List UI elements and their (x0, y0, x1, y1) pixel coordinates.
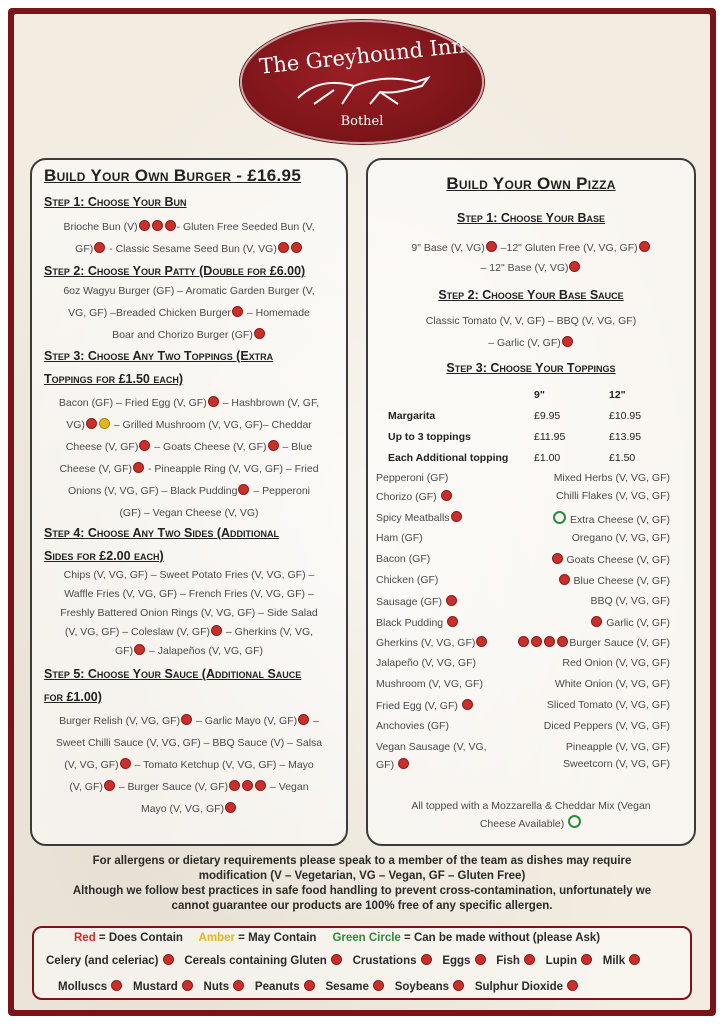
greyhound-inn-logo (240, 20, 484, 144)
burger-step1-title: Step 1: Choose Your Bun (44, 195, 187, 209)
topping-item: Garlic (V, GF) (590, 616, 670, 629)
allergen-icon (278, 242, 289, 253)
allergen-icon (562, 336, 573, 347)
allergen-icon (568, 815, 581, 828)
fish-icon (524, 954, 535, 965)
allergen-icon (86, 418, 97, 429)
topping-item: Extra Cheese (V, GF) (552, 511, 670, 526)
topping-item: Sweetcorn (V, VG, GF) (563, 758, 670, 770)
burger-step5-text: Burger Relish (V, VG, GF) – Garlic Mayo (V, GF) – Sweet Chilli Sauce (V, VG, GF) – BBQ Sauce (V) – Salsa (V, VG, GF) – Tomato Ketchup (V, VG, GF) – Mayo (V, GF) – Burger Sauce (V, GF) – Vegan Mayo (V, VG, GF) (55, 715, 323, 815)
allergen-icon (165, 220, 176, 231)
sulphur-dioxide-icon (567, 980, 578, 991)
burger-step2-text: 6oz Wagyu Burger (GF) – Aromatic Garden Burger (V, VG, GF) –Breaded Chicken Burger – Homemade Boar and Chorizo Burger (GF) (63, 285, 315, 341)
topping-item: Mushroom (V, VG, GF) (376, 678, 483, 690)
burger-step3-text: Bacon (GF) – Fried Egg (V, GF) – Hashbrown (V, GF, VG) – Grilled Mushroom (V, VG, GF)– Cheddar Cheese (V, GF) – Goats Cheese (V, GF) – Blue Cheese (V, GF) - Pineapple Ring (V, VG, GF) – Fried Onions (V, VG, GF) – Black Pudding – Pepperoni (GF) – Vegan Cheese (V, VG) (58, 397, 320, 519)
allergen-icon (99, 418, 110, 429)
pizza-footer-note: All topped with a Mozzarella & Cheddar Mix (Vegan Cheese Available) (411, 800, 651, 830)
topping-item: Blue Cheese (V, GF) (558, 574, 670, 587)
pizza-step1-title: Step 1: Choose Your Base (456, 211, 606, 225)
allergen-icon (104, 780, 115, 791)
pizza-title: Build Your Own Pizza (446, 174, 616, 193)
gluten-icon (331, 954, 342, 965)
allergen-icon (255, 780, 266, 791)
allergen-icon (225, 802, 236, 813)
topping-item: Anchovies (GF) (376, 720, 449, 732)
burger-step4-text: Chips (V, VG, GF) – Sweet Potato Fries (V, VG, GF) – Waffle Fries (V, VG, GF) – French Fries (V, VG, GF) – Freshly Battered Onion Rings (V, VG, GF) – Side Salad (V, VG, GF) – Coleslaw (V, GF) – Gherkins (V, VG, GF) – Jalapeños (V, VG, GF) (60, 569, 318, 657)
allergen-icon (254, 328, 265, 339)
topping-item: Sliced Tomato (V, VG, GF) (546, 699, 670, 711)
topping-item: Jalapeño (V, VG, GF) (376, 657, 476, 669)
topping-item: Ham (GF) (376, 532, 423, 544)
burger-step3-title-2: Toppings for £1.50 each) (44, 372, 184, 386)
topping-item: Bacon (GF) (376, 553, 431, 565)
allergen-icon (181, 714, 192, 725)
topping-item: Spicy Meatballs (376, 511, 463, 524)
topping-item: White Onion (V, VG, GF) (554, 678, 670, 690)
burger-step3-title-1: Step 3: Choose Any Two Toppings (Extra (44, 349, 274, 363)
burger-step4-title-2: Sides for £2.00 each) (44, 549, 164, 563)
topping-item: Mixed Herbs (V, VG, GF) (553, 472, 670, 484)
mollusc-icon (111, 980, 122, 991)
price-header-12: 12" (609, 388, 626, 401)
milk-icon (629, 954, 640, 965)
allergen-icon (639, 241, 650, 252)
pizza-step3-title: Step 3: Choose Your Toppings (446, 361, 616, 375)
allergen-icon (486, 241, 497, 252)
allergen-icon (133, 462, 144, 473)
celery-icon (163, 954, 174, 965)
topping-item: Pineapple (V, VG, GF) (565, 741, 670, 753)
soybean-icon (453, 980, 464, 991)
pizza-price-table (384, 384, 684, 468)
price-header-row (384, 384, 684, 405)
price-header-9: 9" (534, 388, 545, 401)
topping-item: Diced Peppers (V, VG, GF) (543, 720, 670, 732)
allergen-icon (152, 220, 163, 231)
greyhound-icon (294, 68, 434, 108)
price-row: Margarita £9.95 £10.95 (388, 409, 642, 422)
burger-step5-title-2: for £1.00) (44, 690, 102, 704)
allergen-icon (139, 440, 150, 451)
topping-item: Goats Cheese (V, GF) (551, 553, 670, 566)
burger-step5-title-1: Step 5: Choose Your Sauce (Additional Sauce (44, 667, 302, 681)
logo-location: Bothel (340, 114, 384, 129)
burger-step2-title: Step 2: Choose Your Patty (Double for £6.00) (44, 264, 306, 278)
allergen-icon (238, 484, 249, 495)
allergen-notice: For allergens or dietary requirements please speak to a member of the team as dishes may require modification (V – Vegetarian, VG – Vegan, GF – Gluten Free) Although we follow best practices in safe food handling to prevent cross-contamination, unfortunately we cannot guarantee our products are 100% free of any specific allergen. (72, 855, 652, 912)
price-row: Up to 3 toppings £11.95 £13.95 (388, 430, 642, 443)
topping-item: Chorizo (GF) (376, 490, 453, 503)
allergen-icon (298, 714, 309, 725)
sesame-icon (373, 980, 384, 991)
allergen-icon (211, 625, 222, 636)
topping-item: GF) (376, 758, 410, 771)
topping-item: Burger Sauce (V, GF) (517, 636, 670, 649)
topping-item: Sausage (GF) (376, 595, 458, 608)
crustacean-icon (421, 954, 432, 965)
topping-item: BBQ (V, VG, GF) (590, 595, 670, 607)
price-row: Each Additional topping £1.00 £1.50 (388, 451, 636, 464)
logo-title: The Greyhound Inn (258, 33, 466, 79)
allergen-icon (242, 780, 253, 791)
topping-item: Chicken (GF) (376, 574, 439, 586)
allergen-icon (291, 242, 302, 253)
allergen-icon (232, 306, 243, 317)
topping-item: Black Pudding (376, 616, 459, 629)
mustard-icon (182, 980, 193, 991)
allergen-icon (268, 440, 279, 451)
burger-step1-text: Brioche Bun (V) - Gluten Free Seeded Bun (V, GF) - Classic Sesame Seed Bun (V, VG) (63, 221, 315, 255)
egg-icon (475, 954, 486, 965)
topping-item: Red Onion (V, VG, GF) (562, 657, 670, 669)
pizza-step1-text: 9" Base (V, VG) –12" Gluten Free (V, VG, GF) – 12" Base (V, VG) (372, 238, 690, 278)
allergen-icon (134, 644, 145, 655)
allergen-icon (569, 261, 580, 272)
allergen-icon (139, 220, 150, 231)
topping-item: Pepperoni (GF) (376, 472, 449, 484)
nuts-icon (233, 980, 244, 991)
allergen-icon (229, 780, 240, 791)
burger-title: Build Your Own Burger - £16.95 (44, 166, 302, 185)
burger-step4-title-1: Step 4: Choose Any Two Sides (Additional (44, 526, 280, 540)
allergen-key-legend: Red = Does Contain Amber = May Contain Green Circle = Can be made without (please Ask) (74, 932, 601, 944)
topping-item: Gherkins (V, VG, GF) (376, 636, 488, 649)
allergen-icon (120, 758, 131, 769)
allergen-icon (94, 242, 105, 253)
topping-item: Vegan Sausage (V, VG, (376, 741, 487, 753)
peanut-icon (304, 980, 315, 991)
topping-item: Chilli Flakes (V, VG, GF) (556, 490, 670, 502)
pizza-step2-title: Step 2: Choose Your Base Sauce (438, 288, 624, 302)
lupin-icon (581, 954, 592, 965)
allergen-icon (208, 396, 219, 407)
pizza-step2-text: Classic Tomato (V, V, GF) – BBQ (V, VG, GF) – Garlic (V, GF) (425, 315, 637, 349)
allergen-list-row1: Celery (and celeriac) Cereals containing Gluten Crustations Eggs Fish Lupin Milk (46, 954, 641, 967)
allergen-list-row2: Molluscs Mustard Nuts Peanuts Sesame Soybeans Sulphur Dioxide (58, 980, 579, 993)
topping-item: Oregano (V, VG, GF) (571, 532, 670, 544)
topping-item: Fried Egg (V, GF) (376, 699, 474, 712)
